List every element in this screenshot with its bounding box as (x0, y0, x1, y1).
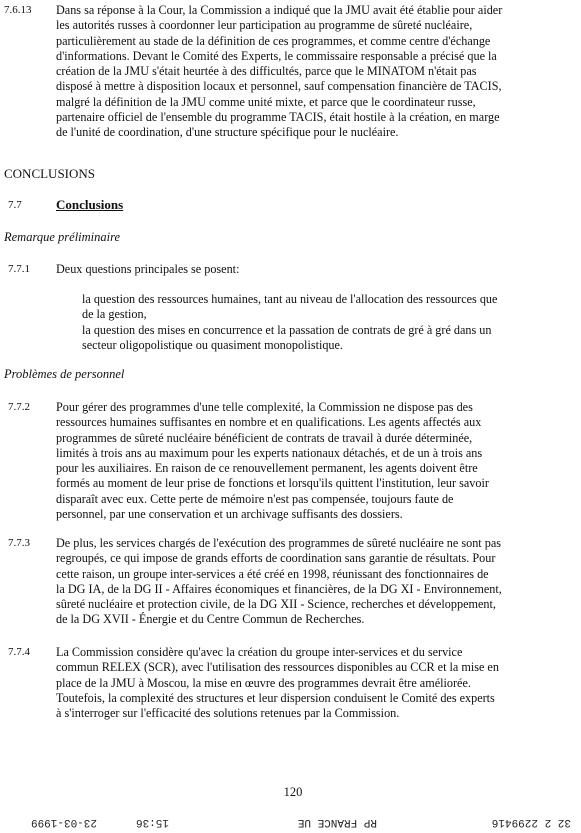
fax-footer (4, 814, 577, 830)
list-item-line: secteur oligopolistique ou quasiment monopolistique. (82, 337, 343, 352)
section-7-7-1-list (82, 292, 575, 353)
fax-date: 23-03-1999 (30, 816, 97, 828)
fax-number: 32 2 2299416 (491, 816, 571, 828)
section-number-7-7-1: 7.7.1 (8, 263, 30, 275)
text-line: place de la JMU à Moscou, la mise en œuvre des programmes devrait être améliorée. (56, 675, 471, 690)
text-line: formés au moment de leur prise de fonctions et lorsqu'ils quittent l'institution, leur savoir (56, 476, 489, 491)
list-item-line: de la gestion, (82, 307, 147, 322)
text-line: De plus, les services chargés de l'exécution des programmes de sûreté nucléaire ne sont pas (56, 536, 501, 550)
text-line: particulièrement au stade de la définition de ces programmes, et comme centre d'échange (56, 33, 491, 48)
text-line: commun RELEX (SCR), avec l'utilisation des ressources disponibles au CCR et la mise en (56, 660, 499, 675)
section-number-7-7: 7.7 (8, 199, 22, 211)
text-line: Toutefois, la complexité des structures et leur dispersion conduisent le Comité des experts (56, 690, 495, 705)
text-line: la DG IA, de la DG II - Affaires économiques et financières, de la DG XI - Environnement, (56, 581, 502, 596)
text-line: cette raison, un groupe inter-services a été créé en 1998, réunissant des fonctionnaires de (56, 566, 489, 581)
section-number-7-7-2: 7.7.2 (8, 401, 30, 413)
text-line: disparaît avec eux. Cette perte de mémoire n'est pas compensée, toujours faute de (56, 491, 454, 506)
text-line: La Commission considère qu'avec la création du groupe inter-services et du service (56, 645, 463, 659)
section-7-7-1-intro: Deux questions principales se posent: (56, 262, 240, 276)
list-item-line: la question des mises en concurrence et la passation de contrats de gré à gré dans un (82, 322, 492, 337)
section-number-7-6-13: 7.6.13 (4, 4, 32, 16)
text-line: les autorités russes à coordonner leur participation au programme de sûreté nucléaire, (56, 18, 473, 33)
fax-time: 15:36 (135, 816, 169, 828)
text-line: pour les auxiliaires. En raison de ce renouvellement permanent, les agents doivent être (56, 461, 478, 476)
text-line: programmes de sûreté nucléaire bénéficient de contrats de travail à durée déterminée, (56, 430, 473, 445)
section-7-7-2-text (56, 400, 575, 522)
conclusions-heading: CONCLUSIONS (4, 166, 96, 181)
text-line: de l'unité de coordination, d'une structure spécifique pour le nucléaire. (56, 125, 399, 140)
text-line: sûreté nucléaire et protection civile, de la DG XII - Science, recherches et développement, (56, 597, 496, 612)
text-line: Pour gérer des programmes d'une telle complexité, la Commission ne dispose pas des (56, 400, 473, 414)
remarque-preliminaire-heading: Remarque préliminaire (4, 230, 121, 244)
text-line: malgré la définition de la JMU comme unité mixte, et parce que le coordinateur russe, (56, 94, 476, 109)
section-7-7-title: Conclusions (56, 197, 124, 212)
text-line: limités à trois ans au maximum pour les experts nationaux détachés, et de un à trois ans (56, 445, 483, 460)
fax-sender: RP FRANCE UE (297, 816, 377, 828)
text-line: création de la JMU s'était heurtée à des difficultés, parce que le MINATOM n'était pas (56, 64, 477, 79)
section-7-7-4-text (56, 645, 575, 721)
section-7-7-3-text (56, 536, 575, 628)
list-item-line: la question des ressources humaines, tant au niveau de l'allocation des ressources que (82, 292, 498, 306)
text-line: regroupés, ce qui impose de grands efforts de coordination sans garantie de résultats. Pour (56, 551, 496, 566)
text-line: partenaire officiel de l'ensemble du programme TACIS, était hostile à la création, en marge (56, 110, 500, 125)
text-line: Dans sa réponse à la Cour, la Commission a indiqué que la JMU avait été établie pour aider (56, 3, 503, 17)
problemes-de-personnel-heading: Problèmes de personnel (4, 367, 125, 381)
section-7-6-13-text (56, 3, 575, 141)
text-line: d'informations. Devant le Comité des Experts, le commissaire responsable a précisé que la (56, 48, 497, 63)
text-line: à s'interroger sur l'efficacité des solutions retenues par la Commission. (56, 706, 400, 721)
text-line: de la DG XVII - Énergie et du Centre Commun de Recherches. (56, 612, 365, 627)
text-line: disposé à mettre à disposition locaux et personnel, sauf compensation financière de TACIS, (56, 79, 502, 94)
page-number: 120 (283, 785, 303, 799)
section-number-7-7-3: 7.7.3 (8, 537, 30, 549)
text-line: personnel, par une conservation et un archivage suffisants des dossiers. (56, 507, 403, 522)
text-line: ressources humaines suffisantes en nombre et en qualifications. Les agents affectés aux (56, 415, 482, 430)
section-number-7-7-4: 7.7.4 (8, 646, 30, 658)
